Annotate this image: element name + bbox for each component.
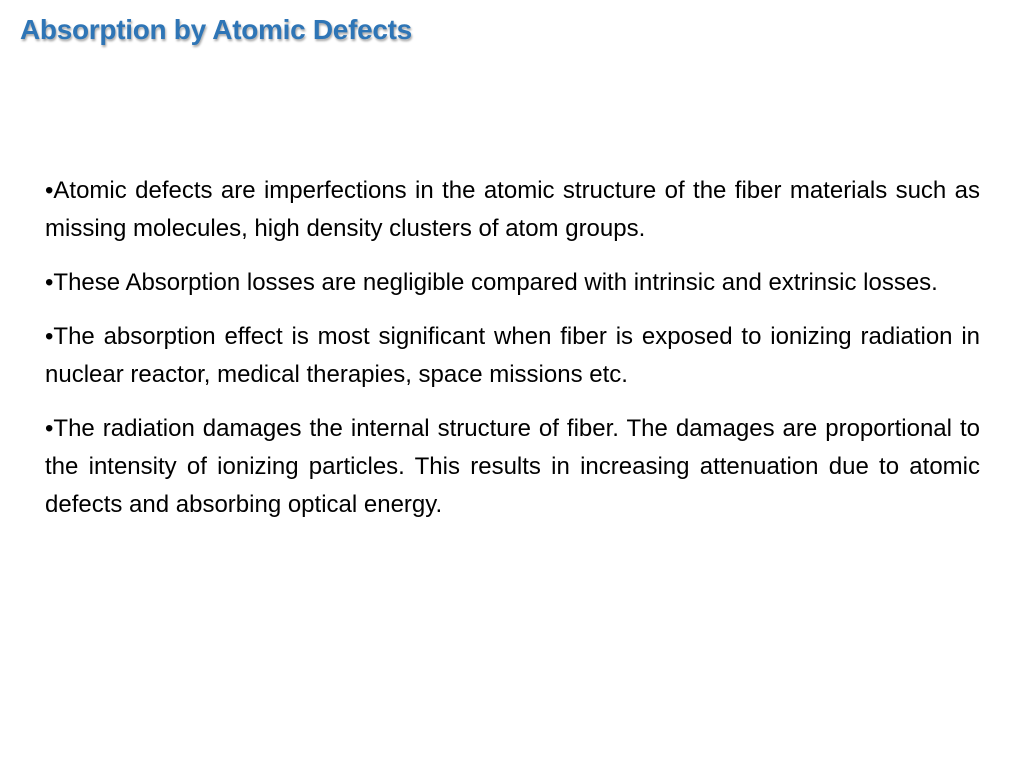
- bullet-item: •The absorption effect is most significant when fiber is exposed to ionizing radiation in nuclear reactor, medical therapies, space missions etc.: [45, 323, 980, 388]
- bullet-item: •Atomic defects are imperfections in the atomic structure of the fiber materials such as missing molecules, high density clusters of atom groups.: [45, 177, 980, 242]
- bullet-item: •The radiation damages the internal structure of fiber. The damages are proportional to the intensity of ionizing particles. This results in increasing attenuation due to atomic defects and absorbing optical energy.: [45, 415, 980, 518]
- bullet-list: [45, 172, 980, 540]
- bullet-item: •These Absorption losses are negligible compared with intrinsic and extrinsic losses.: [45, 269, 938, 296]
- slide-title: Absorption by Atomic Defects: [20, 14, 412, 45]
